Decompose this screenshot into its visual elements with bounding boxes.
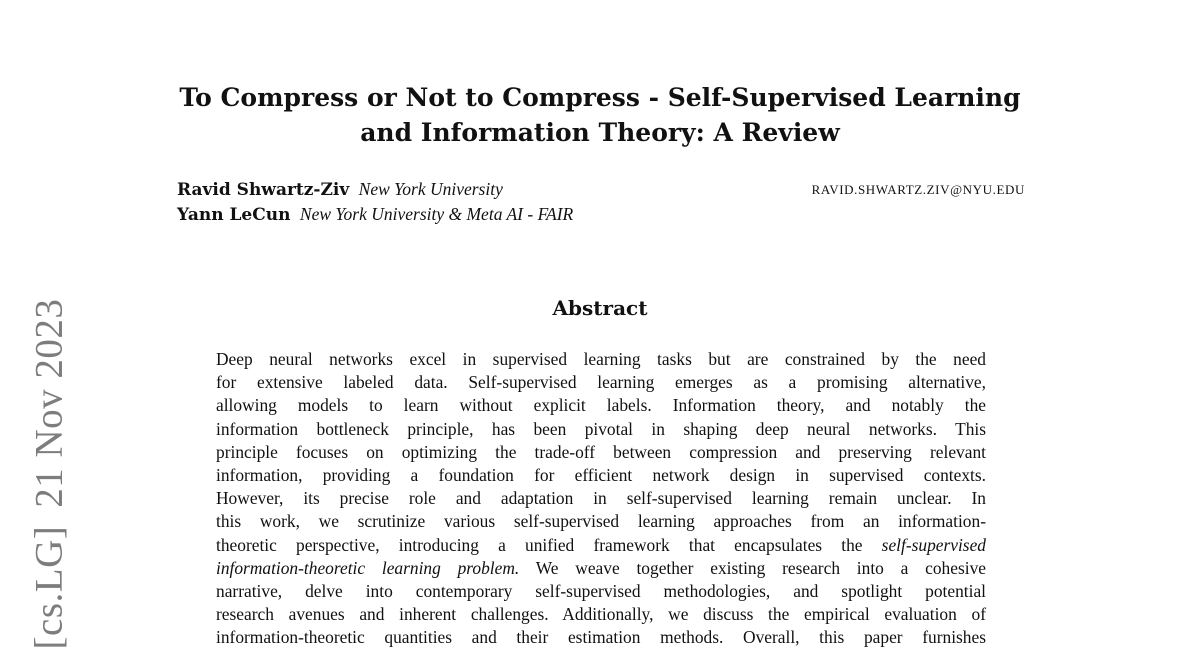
abstract-line: principle focuses on optimizing the trade-off between compression and preserving relevant [216,441,986,462]
abstract-line: this work, we scrutinize various self-supervised learning approaches from an information- [216,511,986,532]
abstract-line: research avenues and inherent challenges. Additionally, we discuss the empirical evaluation of [216,604,986,625]
author-affiliation: New York University [358,179,503,199]
arxiv-identifier-sidebar [27,299,72,650]
author-block [177,177,1025,227]
paper-title-line-1: To Compress or Not to Compress - Self-Supervised Learning [179,83,1021,112]
abstract-line: information bottleneck principle, has been pivotal in shaping deep neural networks. This [216,418,986,439]
arxiv-date: 21 Nov 2023 [27,298,71,508]
author-affiliation: New York University & Meta AI - FAIR [299,204,574,224]
author-email: RAVID.SHWARTZ.ZIV@NYU.EDU [811,182,1025,197]
abstract-line [216,557,986,580]
abstract-line [216,534,986,557]
abstract-italic-text: information-theoretic learning problem. [216,557,520,578]
abstract-line: information-theoretic quantities and their estimation methods. Overall, this paper furnishes [216,627,986,648]
paper-title-line-2: and Information Theory: A Review [360,118,840,147]
abstract-line: narrative, delve into contemporary self-supervised methodologies, and spotlight potential [216,581,986,602]
author-name: Yann LeCun [177,205,291,225]
abstract-line: However, its precise role and adaptation in self-supervised learning remain unclear. In [216,488,986,509]
abstract-text: We weave together existing research into a cohesive [519,557,986,578]
abstract-text: theoretic perspective, introducing a unified framework that encapsulates the [216,534,882,555]
abstract-body [216,348,986,650]
abstract-heading: Abstract [552,296,648,320]
abstract-line: information, providing a foundation for efficient network design in supervised contexts. [216,465,986,486]
author-row [177,202,1025,227]
author-name: Ravid Shwartz-Ziv [177,180,350,200]
abstract-italic-text: self-supervised [881,534,986,555]
author-row [177,177,1025,202]
arxiv-category: [cs.LG] [27,525,71,650]
abstract-line: for extensive labeled data. Self-supervised learning emerges as a promising alternative, [216,372,986,393]
paper-title [175,80,1025,150]
abstract-line: Deep neural networks excel in supervised learning tasks but are constrained by the need [216,349,986,369]
abstract-line: allowing models to learn without explicit labels. Information theory, and notably the [216,395,986,416]
